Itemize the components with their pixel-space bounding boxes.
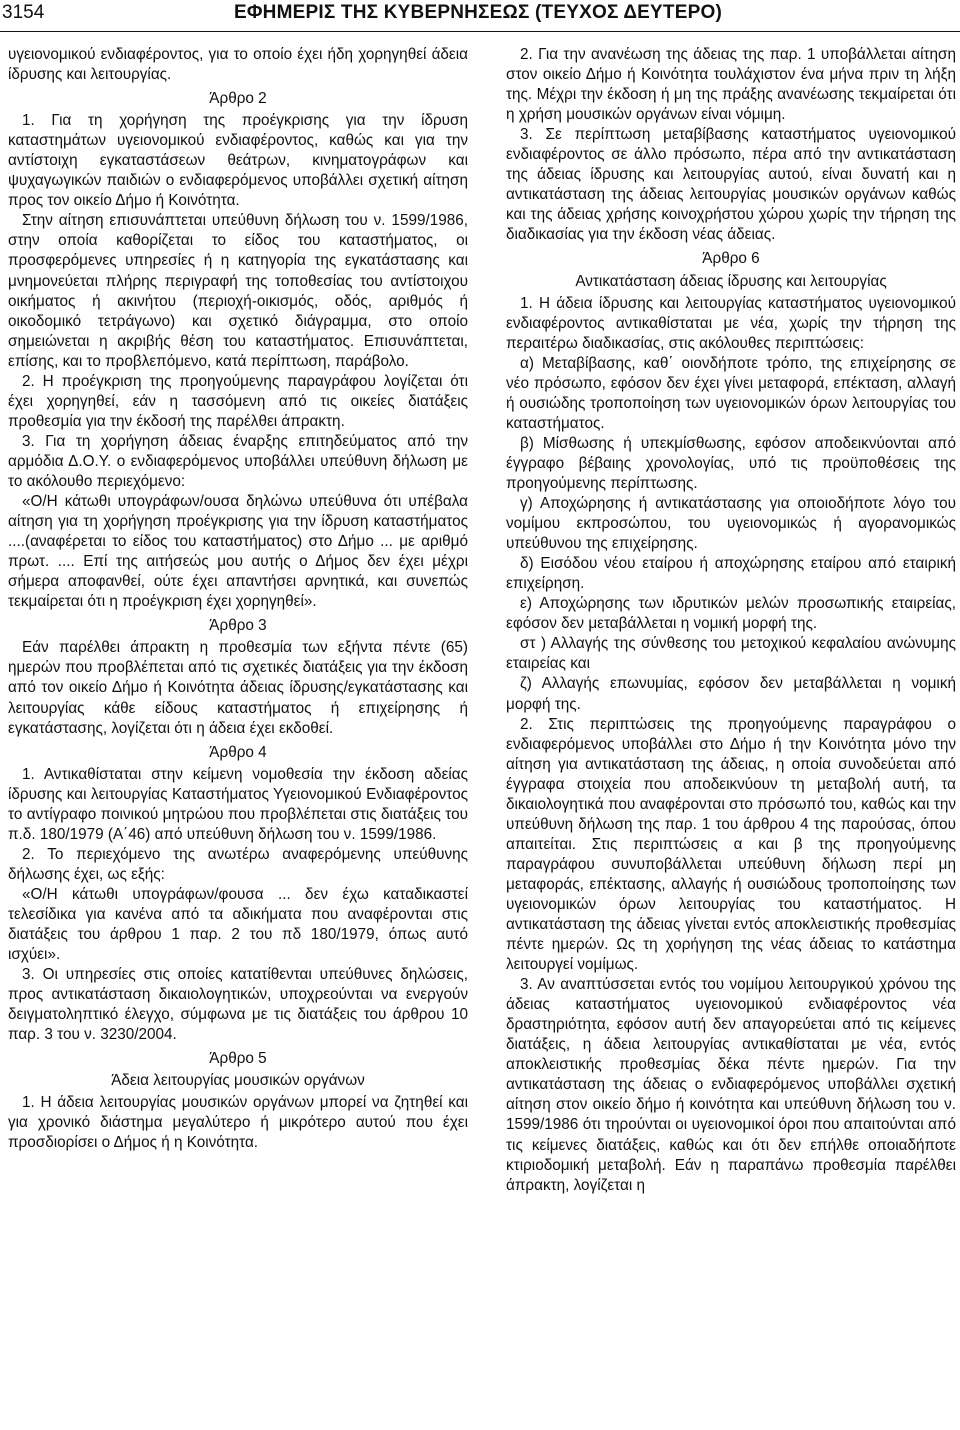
article-3-heading: Άρθρο 3: [209, 617, 267, 635]
article-6-case-st: στ ) Αλλαγής της σύνθεσης του μετοχικού κεφαλαίου ανώνυμης εταιρείας και: [506, 635, 956, 673]
article-6-title: Αντικατάσταση άδειας ίδρυσης και λειτουργίας: [575, 272, 887, 290]
article-2-paragraph-5: «Ο/Η κάτωθι υπογράφων/ουσα δηλώνω υπεύθυνα ότι υπέβαλα αίτηση για τη χορήγηση προέγκρισης για την ίδρυση καταστήματος ....(αναφέρεται το είδος του καταστήματος) στο Δήμο ... με αριθμό πρωτ. .... Επί της αιτήσεώς μου αυτής ο Δήμος δεν έχει μέχρι σήμερα αποφανθεί, ούτε έχει απαντήσει αρνητικά, και συνεπώς τεκμαίρεται ότι η προέγκριση έχει χορηγηθεί».: [8, 493, 468, 611]
intro-paragraph: υγειονομικού ενδιαφέροντος, για το οποίο έχει ήδη χορηγηθεί άδεια ίδρυσης και λειτουργίας.: [8, 46, 468, 84]
article-6-paragraph-1: 1. Η άδεια ίδρυσης και λειτουργίας καταστήματος υγειονομικού ενδιαφέροντος αντικαθίσταται με νέα, χωρίς την τήρηση της περαιτέρω διαδικασίας, στις ακόλουθες περιπτώσεις:: [506, 294, 956, 352]
article-6-paragraph-2: 2. Στις περιπτώσεις της προηγούμενης παραγράφου ο ενδιαφερόμενος υποβάλλει στο Δήμο ή την Κοινότητα μόνο την αίτηση για αντικατάσταση της άδειας, η οποία συνοδεύεται από έγγραφα στοιχεία που αποδεικνύουν τη μεταβολή αυτή, τα δικαιολογητικά που αναφέρονται στο πρόσωπό του, καθώς και την υπεύθυνη δήλωση της παρ. 1 του άρθρου 4 της παρούσας, όπου απαιτείται. Στις περιπτώσεις α και β της προηγούμενης παραγράφου συνυποβάλλεται υπεύθυνη δήλωση περί μη μεταφοράς, επέκτασης, αλλαγής ή ουσιώδους τροποποίησης των υγειονομικών όρων λειτουργίας του καταστήματος. Η αντικατάσταση της άδειας γίνεται εντός αποκλειστικής προθεσμίας πέντε ημερών. Ως τη χορήγηση της νέας άδειας το κατάστημα λειτουργεί νομίμως.: [506, 715, 956, 974]
page-header: [0, 0, 960, 30]
article-4-paragraph-2: 2. Το περιεχόμενο της ανωτέρω αναφερόμενης υπεύθυνης δήλωσης έχει, ως εξής:: [8, 845, 468, 883]
article-6-case-b: β) Μίσθωσης ή υπεκμίσθωσης, εφόσον αποδεικνύονται από έγγραφο βέβαιης χρονολογίας, υπό τις προϋποθέσεις της προηγούμενης περίπτωσης.: [506, 434, 956, 492]
article-2-paragraph-2: Στην αίτηση επισυνάπτεται υπεύθυνη δήλωση του ν. 1599/1986, στην οποία καθορίζεται το είδος του καταστήματος, οι προσφερόμενες υπηρεσίες ή η κατηγορία της εγκατάστασης και μνημονεύεται πλήρης περιγραφή της τοποθεσίας του αντίστοιχου οικήματος ή ακινήτου (περιοχή-οικισμός, οδός, αριθμός ή οικοδομικό τετράγωνο) και σχετικό διάγραμμα, στο οποίο σημειώνεται η ακριβής θέση του καταστήματος. Επισυνάπτεται, επίσης, και το προβλεπόμενο, κατά περίπτωση, παράβολο.: [8, 212, 468, 370]
header-rule: [0, 31, 960, 32]
article-4-heading: Άρθρο 4: [209, 743, 267, 761]
article-2-heading: Άρθρο 2: [209, 90, 267, 108]
article-2-paragraph-3: 2. Η προέγκριση της προηγούμενης παραγράφου λογίζεται ότι έχει χορηγηθεί, εάν η τασσόμενη από τις οικείες διατάξεις προθεσμία για την έκδοσή της παρέλθει άπρακτη.: [8, 372, 468, 430]
article-6-heading: Άρθρο 6: [702, 250, 760, 268]
journal-title: ΕΦΗΜΕΡΙΣ ΤΗΣ ΚΥΒΕΡΝΗΣΕΩΣ (ΤΕΥΧΟΣ ΔΕΥΤΕΡΟ): [234, 2, 722, 23]
article-5-paragraph-2: 2. Για την ανανέωση της άδειας της παρ. 1 υποβάλλεται αίτηση στον οικείο Δήμο ή Κοινότητα τουλάχιστον ένα μήνα πριν τη λήξη της. Μέχρι την έκδοση ή μη της πράξης ανανέωσης τεκμαίρεται ότι η χρήση μουσικών οργάνων είναι νόμιμη.: [506, 46, 956, 124]
article-2-paragraph-4: 3. Για τη χορήγηση άδειας έναρξης επιτηδεύματος από την αρμόδια Δ.Ο.Υ. ο ενδιαφερόμενος υποβάλλει υπεύθυνη δήλωση με το ακόλουθο περιεχόμενο:: [8, 432, 468, 490]
article-5-paragraph-3: 3. Σε περίπτωση μεταβίβασης καταστήματος υγειονομικού ενδιαφέροντος σε άλλο πρόσωπο, πέρα από την αντικατάσταση της άδειας ίδρυσης και λειτουργίας αυτού, είναι δυνατή και η αντικατάσταση της άδειας λειτουργίας μουσικών οργάνων καθώς και της άδειας χρήσης κοινοχρήστου χώρου χωρίς την τήρηση της διαδικασίας για την έκδοση νέας άδειας.: [506, 126, 956, 244]
left-column: [8, 45, 468, 1154]
article-4-paragraph-4: 3. Οι υπηρεσίες στις οποίες κατατίθενται υπεύθυνες δηλώσεις, προς αντικατάσταση δικαιολογητικών, υποχρεούνται να ενεργούν δειγματοληπτικό έλεγχο, σύμφωνα με τις διατάξεις του άρθρου 10 παρ. 3 του ν. 3230/2004.: [8, 966, 468, 1044]
article-3-paragraph-1: Εάν παρέλθει άπρακτη η προθεσμία των εξήντα πέντε (65) ημερών που προβλέπεται από τις σχετικές διατάξεις για την έκδοση από τον οικείο Δήμο ή Κοινότητα άδειας ίδρυσης/εγκατάστασης και λειτουργίας κάθε είδους καταστήματος ή επιχείρησης ή εγκατάστασης, λογίζεται ότι η άδεια έχει εκδοθεί.: [8, 639, 468, 737]
right-column: [506, 45, 956, 1196]
article-2-paragraph-1: 1. Για τη χορήγηση της προέγκρισης για την ίδρυση καταστημάτων υγειονομικού ενδιαφέροντος, καθώς και για την αντίστοιχη εγκαταστάσεων θεάτρων, κινηματογράφων και ψυχαγωγικών παιδιών ο ενδιαφερόμενος υποβάλλει σχετική αίτηση προς τον οικείο Δήμο ή Κοινότητα.: [8, 112, 468, 210]
article-6-case-z: ζ) Αλλαγής επωνυμίας, εφόσον δεν μεταβάλλεται η νομική μορφή της.: [506, 675, 956, 713]
article-5-paragraph-1: 1. Η άδεια λειτουργίας μουσικών οργάνων μπορεί να ζητηθεί και για χρονικό διάστημα μεγαλύτερο ή μικρότερο αυτού που έχει προσδιορίσει ο Δήμος ή η Κοινότητα.: [8, 1094, 468, 1152]
article-4-paragraph-1: 1. Αντικαθίσταται στην κείμενη νομοθεσία την έκδοση αδείας ίδρυσης και λειτουργίας Καταστήματος Υγειονομικού Ενδιαφέροντος το αντίγραφο ποινικού μητρώου που προβλέπεται στις διατάξεις του π.δ. 180/1979 (Α΄46) από υπεύθυνη δήλωση του ν. 1599/1986.: [8, 765, 468, 843]
article-6-case-d: δ) Εισόδου νέου εταίρου ή αποχώρησης εταίρου από εταιρική επιχείρηση.: [506, 555, 956, 593]
article-6-case-c: γ) Αποχώρησης ή αντικατάστασης για οποιοδήποτε λόγο του νομίμου εκπροσώπου, του υγειονομικώς ή αγορανομικώς υπεύθυνου της επιχείρησης.: [506, 495, 956, 553]
article-6-case-e: ε) Αποχώρησης των ιδρυτικών μελών προσωπικής εταιρείας, εφόσον δεν μεταβάλλεται η νομική μορφή της.: [506, 595, 956, 633]
article-6-paragraph-3: 3. Αν αναπτύσσεται εντός του νομίμου λειτουργικού χρόνου της άδειας καταστήματος υγειονομικού ενδιαφέροντος νέα δραστηριότητα, εφόσον αυτή δεν απαγορεύεται από τις κείμενες διατάξεις, η άδεια λειτουργίας αντικαθίσταται με νέα, εντός αποκλειστικής προθεσμίας δέκα πέντε ημερών. Για την αντικατάσταση της άδειας ο ενδιαφερόμενος υποβάλλει σχετική αίτηση στον οικείο δήμο ή κοινότητα και υπεύθυνη δήλωση του ν. 1599/1986 ότι τηρούνται οι υγειονομικοί όροι που απαιτούνται από τις κείμενες διατάξεις, καθώς και ότι δεν επήλθε οποιαδήποτε κτιριοδομική μεταβολή. Εάν η παραπάνω προθεσμία παρέλθει άπρακτη, λογίζεται η: [506, 976, 956, 1194]
article-4-paragraph-3: «Ο/Η κάτωθι υπογράφων/φουσα ... δεν έχω καταδικαστεί τελεσίδικα για κανένα από τα αδικήματα που αναφέρονται στις διατάξεις του άρθρου 1 παρ. 2 του πδ 180/1979, όπως αυτό ισχύει».: [8, 885, 468, 964]
article-6-case-a: α) Μεταβίβασης, καθ΄ οιονδήποτε τρόπο, της επιχείρησης σε νέο πρόσωπο, εφόσον δεν έχει γίνει μεταφορά, επέκταση, αλλαγή ή ουσιώδης τροποποίηση των υγειονομικών όρων λειτουργίας του καταστήματος.: [506, 354, 956, 432]
article-5-heading: Άρθρο 5: [209, 1050, 267, 1068]
page-number: 3154: [2, 2, 45, 23]
article-5-title: Άδεια λειτουργίας μουσικών οργάνων: [111, 1072, 365, 1090]
